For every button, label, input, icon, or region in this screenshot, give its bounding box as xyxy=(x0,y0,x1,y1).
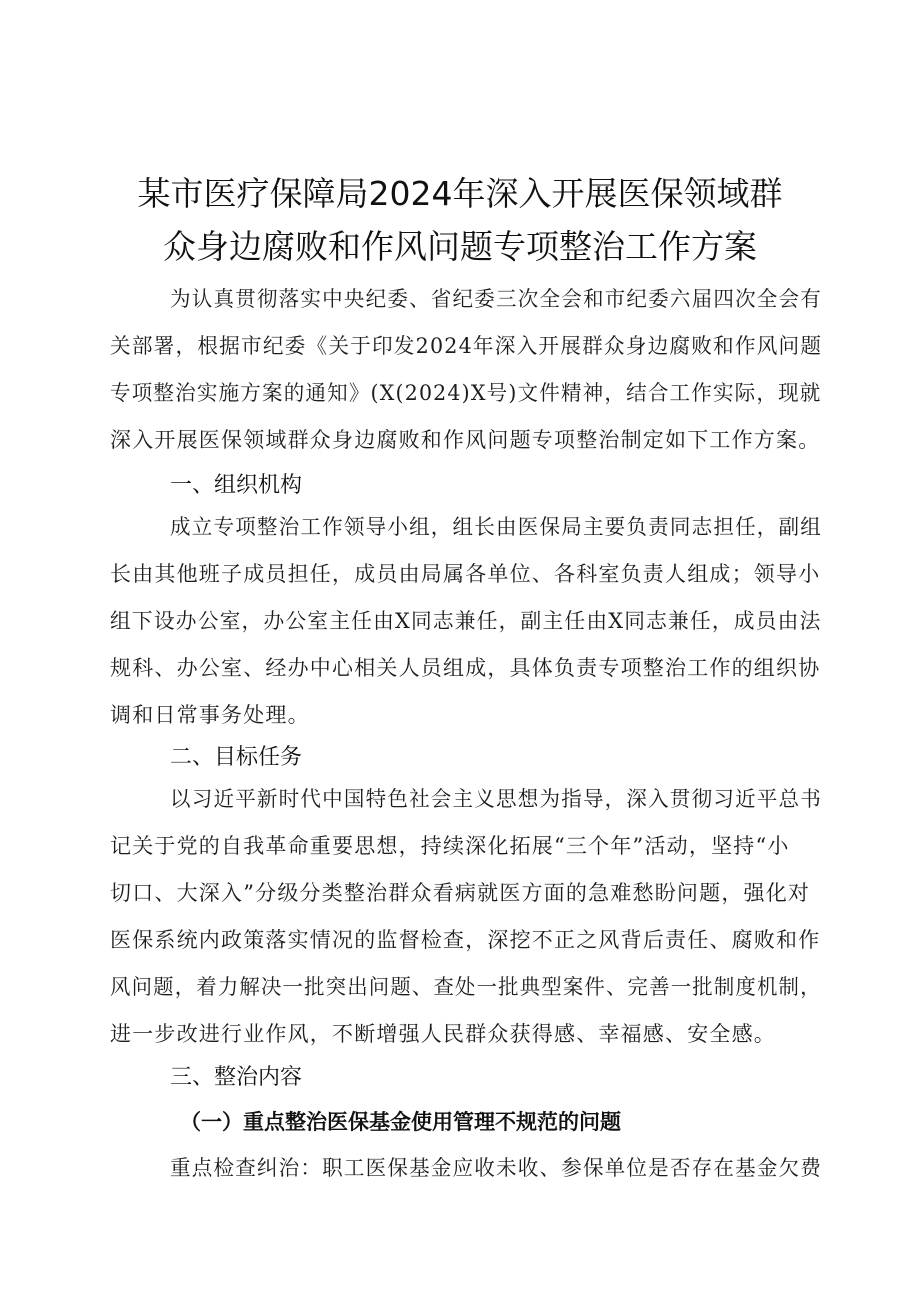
section-2-heading: 二、目标任务 xyxy=(170,745,303,770)
section-2-line: 以习近平新时代中国特色社会主义思想为指导，深入贯彻习近平总书 xyxy=(170,787,823,811)
section-1-line: 规科、办公室、经办中心相关人员组成，具体负责专项整治工作的组织协 xyxy=(110,656,821,680)
section-3-heading: 三、整治内容 xyxy=(170,1065,303,1090)
section-2-line: 进一步改进行业作风，不断增强人民群众获得感、幸福感、安全感。 xyxy=(110,1022,776,1046)
intro-line: 关部署，根据市纪委《关于印发2024年深入开展群众身边腐败和作风问题 xyxy=(110,334,823,358)
section-1-line: 调和日常事务处理。 xyxy=(110,703,310,727)
section-1-line: 组下设办公室，办公室主任由X同志兼任，副主任由X同志兼任，成员由法 xyxy=(110,609,822,633)
section-2-line: 风问题，着力解决一批突出问题、查处一批典型案件、完善一批制度机制， xyxy=(110,975,822,999)
intro-line: 为认真贯彻落实中央纪委、省纪委三次全会和市纪委六届四次全会有 xyxy=(170,287,823,311)
document-title-line-2: 众身边腐败和作风问题专项整治工作方案 xyxy=(163,227,757,266)
document-title-line-1: 某市医疗保障局2024年深入开展医保领域群 xyxy=(137,174,783,213)
section-2-line: 记关于党的自我革命重要思想，持续深化拓展“三个年”活动，坚持“小 xyxy=(110,834,790,858)
section-1-line: 成立专项整治工作领导小组，组长由医保局主要负责同志担任，副组 xyxy=(170,515,823,539)
section-1-heading: 一、组织机构 xyxy=(170,473,303,498)
intro-line: 专项整治实施方案的通知》(X(2024)X号)文件精神，结合工作实际，现就 xyxy=(110,381,822,405)
section-3-subheading-1: （一）重点整治医保基金使用管理不规范的问题 xyxy=(180,1109,621,1134)
section-3-line: 重点检查纠治：职工医保基金应收未收、参保单位是否存在基金欠费 xyxy=(170,1156,823,1180)
section-2-line: 切口、大深入”分级分类整治群众看病就医方面的急难愁盼问题，强化对 xyxy=(110,881,811,905)
section-1-line: 长由其他班子成员担任，成员由局属各单位、各科室负责人组成；领导小 xyxy=(110,562,821,586)
intro-line: 深入开展医保领域群众身边腐败和作风问题专项整治制定如下工作方案。 xyxy=(110,428,821,452)
section-2-line: 医保系统内政策落实情况的监督检查，深挖不正之风背后责任、腐败和作 xyxy=(110,928,821,952)
